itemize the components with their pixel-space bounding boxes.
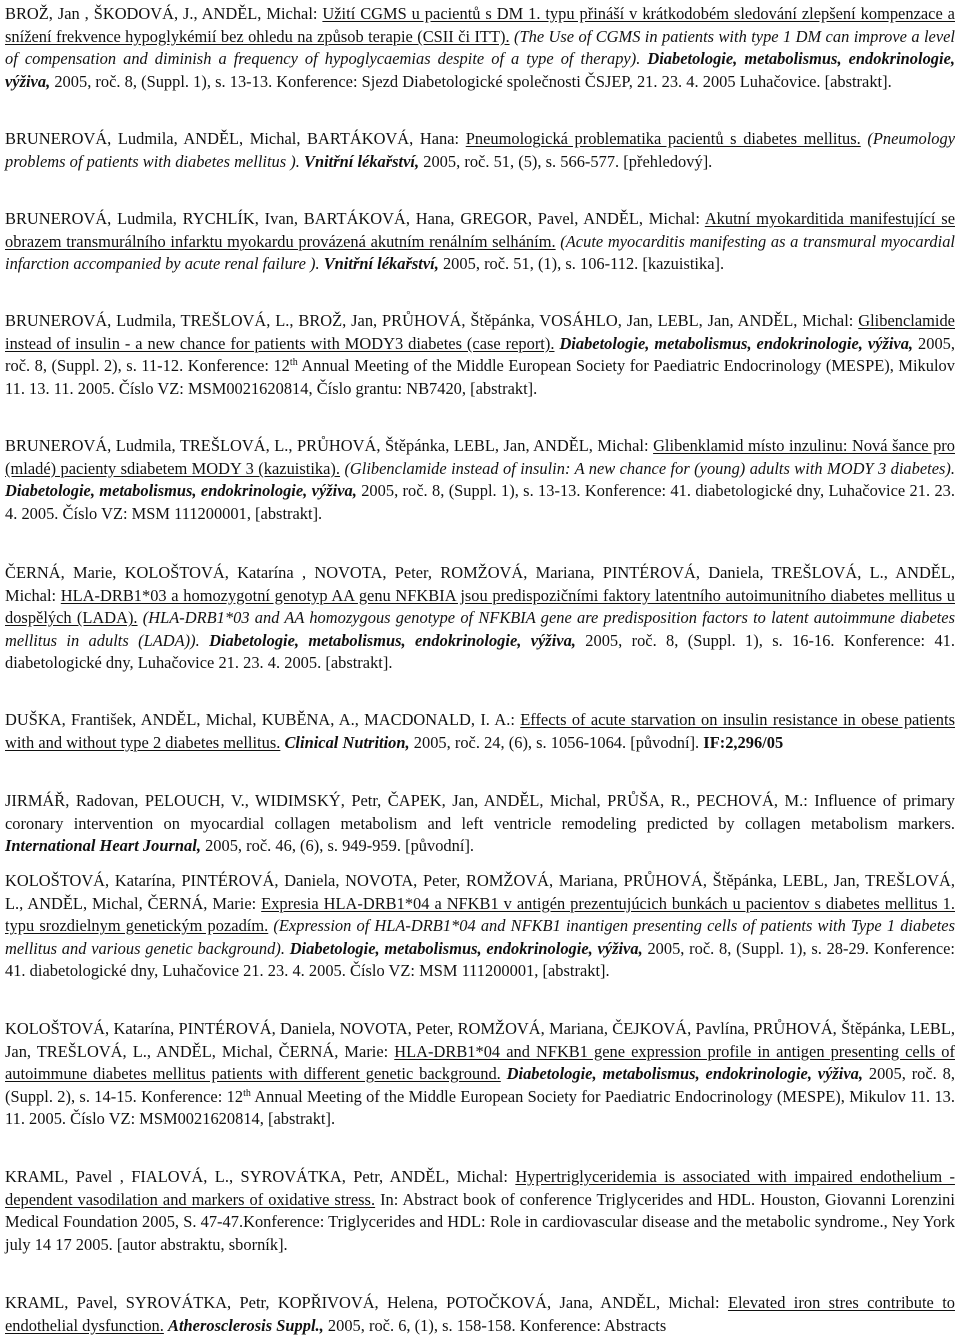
details: 2005, roč. 51, (5), s. 566-577. [přehledový]. (423, 151, 713, 171)
journal: Diabetologie, metabolismus, endokrinologie, výživa, (5, 481, 357, 500)
details: 2005, roč. 46, (6), s. 949-959. [původní]. (205, 836, 475, 855)
journal: Vnitřní lékařství, (304, 151, 420, 171)
title-translation: (Expression of HLA-DRB1*04 and NFKB1 inantigen presenting cells of patients with Type 1 diabetes mellitus and various genetic background). (5, 916, 955, 958)
title: Expresia HLA-DRB1*04 a NFKB1 v antigén prezentujúcich bunkách u pacientov s diabetes mellitus 1. typu srozdielnym genetickým pozadím. (5, 893, 955, 935)
reference-entry: KRAML, Pavel, SYROVÁTKA, Petr, KOPŘIVOVÁ, Helena, POTOČKOVÁ, Jana, ANDĚL, Michal: Elevated iron stres contribute to endothelial dysfunction. Atherosclerosis Suppl., 2005, roč. 6, (1), s. 158-158. Konference: Abstracts (5, 1293, 955, 1335)
reference-entry: KOLOŠTOVÁ, Katarína, PINTÉROVÁ, Daniela, NOVOTA, Peter, ROMŽOVÁ, Mariana, ČEJKOVÁ, Pavlína, PRŮHOVÁ, Štěpánka, LEBL, Jan, TREŠLOVÁ, L., ANDĚL, Michal, ČERNÁ, Marie: HLA-DRB1*04 and NFKB1 gene expression profile in antigen presenting cells of autoimmune diabetes mellitus patients with different genetic background. Diabetologie, metabolismus, endokrinologie, výživa, 2005, roč. 8, (Suppl. 2), s. 14-15. Konference: 12th Annual Meeting of the Middle European Society for Paediatric Endocrinology (MESPE), Mikulov 11. 13. 11. 2005. Číslo VZ: MSM0021620814, [abstrakt]. (5, 1019, 955, 1128)
ordinal-suffix: th (289, 357, 298, 368)
journal: Diabetologie, metabolismus, endokrinologie, výživa, (506, 1064, 863, 1083)
details: 2005, roč. 24, (6), s. 1056-1064. [původní]. (413, 732, 700, 752)
ordinal-suffix: th (243, 1087, 251, 1099)
title-translation: (The Use of CGMS in patients with type 1 DM can improve a level of compensation and diminish a frequency of hypoglycaemias despite of a type of therapy). (5, 26, 955, 68)
details: 2005, roč. 8, (Suppl. 2), s. 14-15. Konference: 12 (5, 1064, 955, 1106)
reference-entry: DUŠKA, František, ANDĚL, Michal, KUBĚNA, A., MACDONALD, I. A.: Effects of acute starvation on insulin resistance in obese patients with and without type 2 diabetes mellitus. Clinical Nutrition, 2005, roč. 24, (6), s. 1056-1064. [původní]. IF:2,296/05 (5, 710, 955, 752)
authors: BRUNEROVÁ, Ludmila, RYCHLÍK, Ivan, BARTÁKOVÁ, Hana, GREGOR, Pavel, ANDĚL, Michal (5, 209, 696, 228)
title: HLA-DRB1*03 a homozygotní genotyp AA genu NFKBIA jsou predispozičními faktory latentního autoimunitního diabetes mellitus u dospělých (LADA). (5, 585, 955, 627)
title: Glibenklamid místo inzulinu: Nová šance pro (mladé) pacienty sdiabetem MODY 3 (kazuistika). (5, 436, 955, 478)
title-translation: (Glibenclamide instead of insulin: A new chance for (young) adults with MODY 3 diabetes). (344, 458, 956, 478)
title: Akutní myokarditida manifestující se obrazem transmurálního infarktu myokardu provázená akutním renálním selháním. (5, 209, 955, 251)
title: Effects of acute starvation on insulin resistance in obese patients with and without type 2 diabetes mellitus. (5, 710, 955, 752)
journal: Diabetologie, metabolismus, endokrinologie, výživa, (209, 630, 576, 650)
authors: ČERNÁ, Marie, KOLOŠTOVÁ, Katarína , NOVOTA, Peter, ROMŽOVÁ, Mariana, PINTÉROVÁ, Daniela, TREŠLOVÁ, L., ANDĚL, Michal (5, 563, 955, 605)
title-translation: (Pneumology problems of patients with diabetes mellitus ). (5, 129, 955, 171)
title: Pneumologická problematika pacientů s diabetes mellitus. (465, 129, 861, 148)
journal: Diabetologie, metabolismus, endokrinologie, výživa, (559, 333, 914, 353)
details: In: Abstract book of conference Triglycerides and HDL. Houston, Giovanni Lorenzini Medical Foundation 2005, S. 47-47.Konference: Triglycerides and HDL: Role in cardiovascular disease and the metabolic syndrome., Ney York july 14 17 2005. [autor abstraktu, sborník]. (5, 1189, 955, 1254)
journal: Clinical Nutrition, (284, 732, 410, 752)
journal: International Heart Journal, (5, 836, 201, 855)
impact-factor: IF:2,296/05 (703, 732, 784, 752)
reference-entry: BRUNEROVÁ, Ludmila, TREŠLOVÁ, L., PRŮHOVÁ, Štěpánka, LEBL, Jan, ANDĚL, Michal: Glibenklamid místo inzulinu: Nová šance pro (mladé) pacienty sdiabetem MODY 3 (kazuistika). (Glibenclamide instead of insulin: A new chance for (young) adults with MODY 3 diabetes). Diabetologie, metabolismus, endokrinologie, výživa, 2005, roč. 8, (Suppl. 1), s. 13-13. Konference: 41. diabetologické dny, Luhačovice 21. 23. 4. 2005. Číslo VZ: MSM 111200001, [abstrakt]. (5, 436, 956, 523)
authors: KRAML, Pavel, SYROVÁTKA, Petr, KOPŘIVOVÁ, Helena, POTOČKOVÁ, Jana, ANDĚL, Michal (5, 1293, 715, 1312)
details: 2005, roč. 8, (Suppl. 1), s. 13-13. Konference: Sjezd Diabetologické společnosti ČSJEP, 21. 23. 4. 2005 Luhačovice. [abstrakt]. (54, 71, 892, 91)
title-translation: (HLA-DRB1*03 and AA homozygous genotype of NFKBIA gene are predisposition factors to latent autoimmune diabetes mellitus in adults (LADA)). (5, 608, 956, 650)
details: 2005, roč. 8, (Suppl. 1), s. 13-13. Konference: 41. diabetologické dny, Luhačovice 21. 23. 4. 2005. Číslo VZ: MSM 111200001, [abstrakt]. (5, 481, 955, 523)
title: HLA-DRB1*04 and NFKB1 gene expression profile in antigen presenting cells of autoimmune diabetes mellitus patients with different genetic background. (5, 1041, 955, 1083)
authors: DUŠKA, František, ANDĚL, Michal, KUBĚNA, A., MACDONALD, I. A. (5, 710, 511, 729)
reference-entry: KRAML, Pavel , FIALOVÁ, L., SYROVÁTKA, Petr, ANDĚL, Michal: Hypertriglyceridemia is associated with impaired endothelium -dependent vasodilation and markers of oxidative stress. In: Abstract book of conference Triglycerides and HDL. Houston, Giovanni Lorenzini Medical Foundation 2005, S. 47-47.Konference: Triglycerides and HDL: Role in cardiovascular disease and the metabolic syndrome., Ney York july 14 17 2005. [autor abstraktu, sborník]. (5, 1167, 955, 1254)
authors: KOLOŠTOVÁ, Katarína, PINTÉROVÁ, Daniela, NOVOTA, Peter, ROMŽOVÁ, Mariana, PRŮHOVÁ, Štěpánka, LEBL, Jan, TREŠLOVÁ, L., ANDĚL, Michal, ČERNÁ, Marie (5, 871, 955, 913)
title: Hypertriglyceridemia is associated with impaired endothelium -dependent vasodilation and markers of oxidative stress. (5, 1167, 955, 1209)
details: 2005, roč. 8, (Suppl. 1), s. 16-16. Konference: 41. diabetologické dny, Luhačovice 21. 23. 4. 2005. [abstrakt]. (5, 630, 955, 672)
journal: Diabetologie, metabolismus, endokrinologie, výživa, (289, 938, 643, 958)
reference-entry: BRUNEROVÁ, Ludmila, ANDĚL, Michal, BARTÁKOVÁ, Hana: Pneumologická problematika pacientů s diabetes mellitus. (Pneumology problems of patients with diabetes mellitus ). Vnitřní lékařství, 2005, roč. 51, (5), s. 566-577. [přehledový]. (5, 129, 955, 171)
title: Glibenclamide instead of insulin - a new chance for patients with MODY3 diabetes (case report). (5, 311, 955, 353)
authors: JIRMÁŘ, Radovan, PELOUCH, V., WIDIMSKÝ, Petr, ČAPEK, Jan, ANDĚL, Michal, PRŮŠA, R., PECHOVÁ, M. (5, 791, 804, 810)
authors: BRUNEROVÁ, Ludmila, TREŠLOVÁ, L., BROŽ, Jan, PRŮHOVÁ, Štěpánka, VOSÁHLO, Jan, LEBL, Jan, ANDĚL, Michal (5, 311, 849, 330)
reference-entry: ČERNÁ, Marie, KOLOŠTOVÁ, Katarína , NOVOTA, Peter, ROMŽOVÁ, Mariana, PINTÉROVÁ, Daniela, TREŠLOVÁ, L., ANDĚL, Michal: HLA-DRB1*03 a homozygotní genotyp AA genu NFKBIA jsou predispozičními faktory latentního autoimunitního diabetes mellitus u dospělých (LADA). (HLA-DRB1*03 and AA homozygous genotype of NFKBIA gene are predisposition factors to latent autoimmune diabetes mellitus in adults (LADA)). Diabetologie, metabolismus, endokrinologie, výživa, 2005, roč. 8, (Suppl. 1), s. 16-16. Konference: 41. diabetologické dny, Luhačovice 21. 23. 4. 2005. [abstrakt]. (5, 563, 956, 672)
title: Elevated iron stres contribute to endothelial dysfunction. (5, 1293, 955, 1335)
reference-entry: BRUNEROVÁ, Ludmila, RYCHLÍK, Ivan, BARTÁKOVÁ, Hana, GREGOR, Pavel, ANDĚL, Michal: Akutní myokarditida manifestující se obrazem transmurálního infarktu myokardu provázená akutním renálním selháním. (Acute myocarditis manifesting as a transmural myocardial infarction accompanied by acute renal failure ). Vnitřní lékařství, 2005, roč. 51, (1), s. 106-112. [kazuistika]. (5, 209, 955, 273)
details-continued: Annual Meeting of the Middle European Society for Paediatric Endocrinology (MESPE), Mikulov 11. 13. 11. 2005. Číslo VZ: MSM0021620814, Číslo grantu: NB7420, [abstrakt]. (5, 356, 955, 398)
details: 2005, roč. 8, (Suppl. 2), s. 11-12. Konference: 12 (5, 333, 955, 375)
details: 2005, roč. 8, (Suppl. 1), s. 28-29. Konference: 41. diabetologické dny, Luhačovice 21. 23. 4. 2005. Číslo VZ: MSM 111200001, [abstrakt]. (5, 938, 955, 980)
reference-entry: BROŽ, Jan , ŠKODOVÁ, J., ANDĚL, Michal: Užití CGMS u pacientů s DM 1. typu přináší v krátkodobém sledování zlepšení kompenzace a snížení frekvence hypoglykémií bez ohledu na způsob terapie (CSII či ITT). (The Use of CGMS in patients with type 1 DM can improve a level of compensation and diminish a frequency of hypoglycaemias despite of a type of therapy). Diabetologie, metabolismus, endokrinologie, výživa, 2005, roč. 8, (Suppl. 1), s. 13-13. Konference: Sjezd Diabetologické společnosti ČSJEP, 21. 23. 4. 2005 Luhačovice. [abstrakt]. (5, 4, 955, 91)
reference-entry: KOLOŠTOVÁ, Katarína, PINTÉROVÁ, Daniela, NOVOTA, Peter, ROMŽOVÁ, Mariana, PRŮHOVÁ, Štěpánka, LEBL, Jan, TREŠLOVÁ, L., ANDĚL, Michal, ČERNÁ, Marie: Expresia HLA-DRB1*04 a NFKB1 v antigén prezentujúcich bunkách u pacientov s diabetes mellitus 1. typu srozdielnym genetickým pozadím. (Expression of HLA-DRB1*04 and NFKB1 inantigen presenting cells of patients with Type 1 diabetes mellitus and various genetic background). Diabetologie, metabolismus, endokrinologie, výživa, 2005, roč. 8, (Suppl. 1), s. 28-29. Konference: 41. diabetologické dny, Luhačovice 21. 23. 4. 2005. Číslo VZ: MSM 111200001, [abstrakt]. (5, 871, 955, 980)
details: 2005, roč. 51, (1), s. 106-112. [kazuistika]. (442, 254, 725, 273)
authors: BRUNEROVÁ, Ludmila, ANDĚL, Michal, BARTÁKOVÁ, Hana (5, 129, 455, 148)
reference-entry: BRUNEROVÁ, Ludmila, TREŠLOVÁ, L., BROŽ, Jan, PRŮHOVÁ, Štěpánka, VOSÁHLO, Jan, LEBL, Jan, ANDĚL, Michal: Glibenclamide instead of insulin - a new chance for patients with MODY3 diabetes (case report). Diabetologie, metabolismus, endokrinologie, výživa, 2005, roč. 8, (Suppl. 2), s. 11-12. Konference: 12th Annual Meeting of the Middle European Society for Paediatric Endocrinology (MESPE), Mikulov 11. 13. 11. 2005. Číslo VZ: MSM0021620814, Číslo grantu: NB7420, [abstrakt]. (5, 311, 955, 398)
authors: KOLOŠTOVÁ, Katarína, PINTÉROVÁ, Daniela, NOVOTA, Peter, ROMŽOVÁ, Mariana, ČEJKOVÁ, Pavlína, PRŮHOVÁ, Štěpánka, LEBL, Jan, TREŠLOVÁ, L., ANDĚL, Michal, ČERNÁ, Marie (5, 1019, 955, 1061)
journal: Diabetologie, metabolismus, endokrinologie, výživa, (5, 49, 955, 91)
title-translation: (Acute myocarditis manifesting as a transmural myocardial infarction accompanied by acute renal failure ). (5, 231, 955, 273)
title: Influence of primary coronary intervention on myocardial collagen metabolism and left ventricle remodeling predicted by collagen metabolism markers. (5, 791, 955, 833)
details: 2005, roč. 6, (1), s. 158-158. Konference: Abstracts (327, 1315, 667, 1335)
journal: Vnitřní lékařství, (323, 254, 439, 273)
title: Užití CGMS u pacientů s DM 1. typu přináší v krátkodobém sledování zlepšení kompenzace a snížení frekvence hypoglykémií bez ohledu na způsob terapie (CSII či ITT). (5, 4, 955, 46)
journal: Atherosclerosis Suppl., (168, 1315, 324, 1335)
authors: BRUNEROVÁ, Ludmila, TREŠLOVÁ, L., PRŮHOVÁ, Štěpánka, LEBL, Jan, ANDĚL, Michal (5, 436, 644, 455)
details-continued: Annual Meeting of the Middle European Society for Paediatric Endocrinology (MESPE), Mikulov 11. 13. 11. 2005. Číslo VZ: MSM0021620814, [abstrakt]. (5, 1086, 955, 1128)
reference-entry: JIRMÁŘ, Radovan, PELOUCH, V., WIDIMSKÝ, Petr, ČAPEK, Jan, ANDĚL, Michal, PRŮŠA, R., PECHOVÁ, M.: Influence of primary coronary intervention on myocardial collagen metabolism and left ventricle remodeling predicted by collagen metabolism markers. International Heart Journal, 2005, roč. 46, (6), s. 949-959. [původní]. (5, 791, 955, 855)
authors: BROŽ, Jan , ŠKODOVÁ, J., ANDĚL, Michal (5, 4, 313, 23)
authors: KRAML, Pavel , FIALOVÁ, L., SYROVÁTKA, Petr, ANDĚL, Michal (5, 1167, 504, 1186)
